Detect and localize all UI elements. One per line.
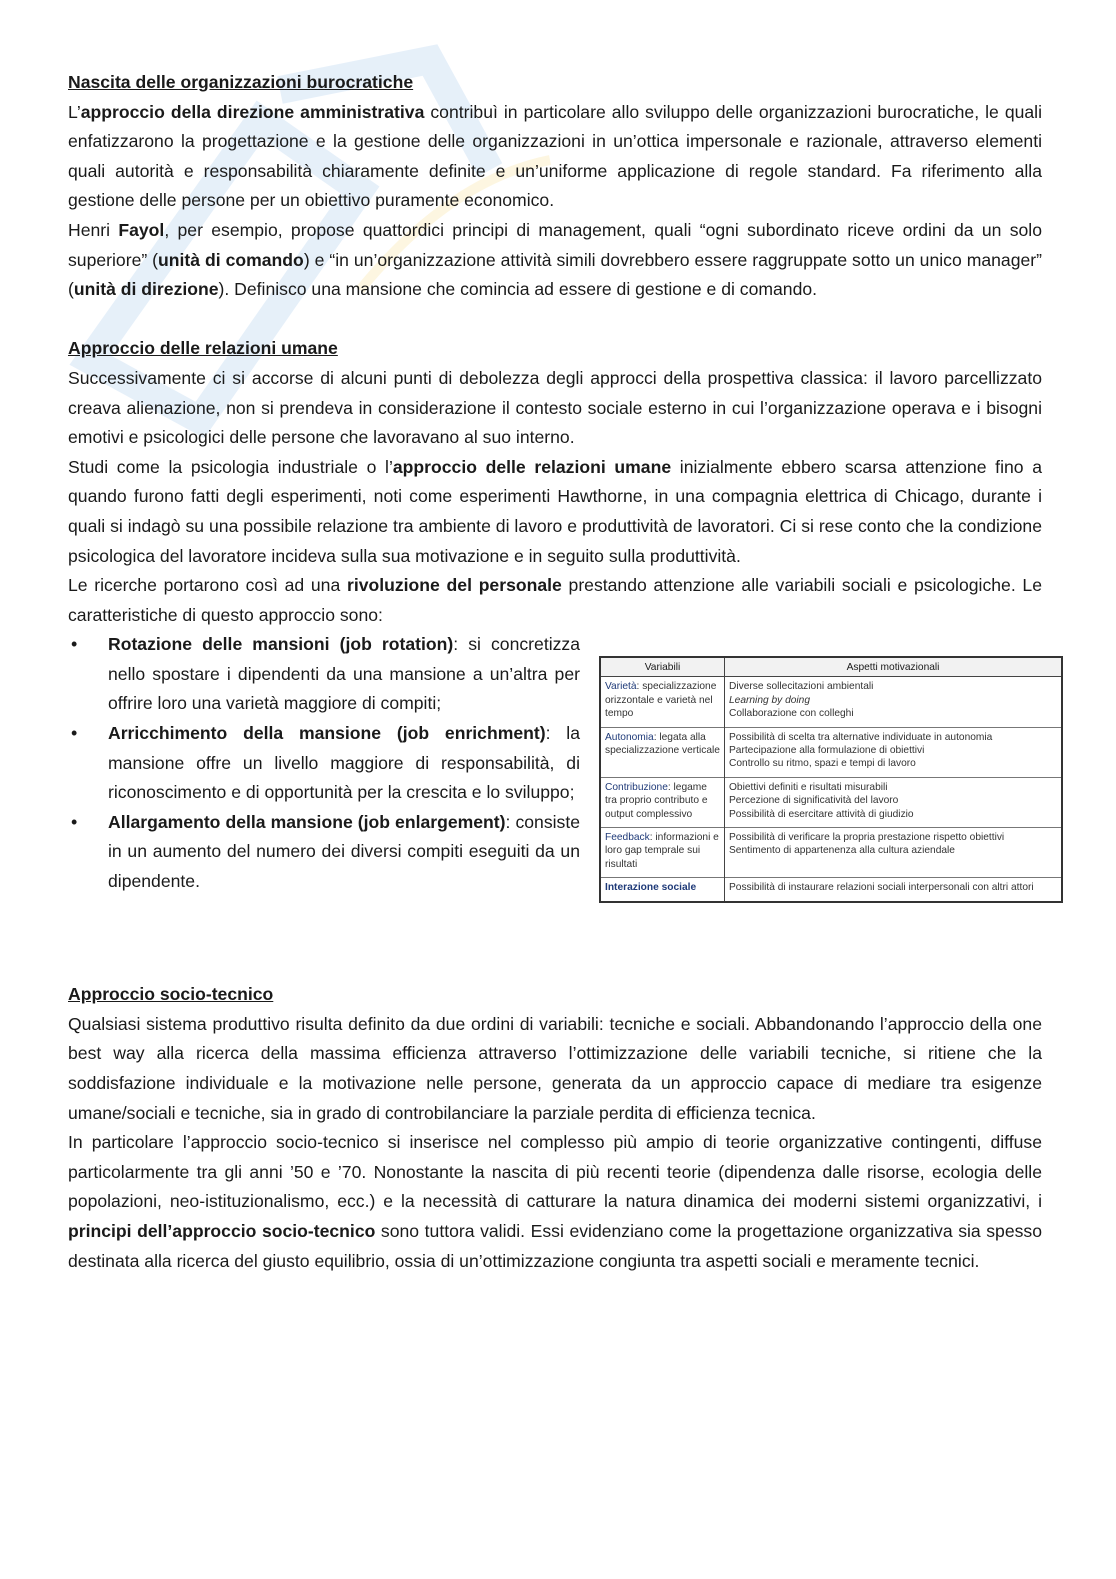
aspect-line: Controllo su ritmo, spazi e tempi di lavoro	[729, 758, 916, 770]
table-row	[600, 677, 1062, 727]
aspect-line: Possibilità di scelta tra alternative individuate in autonomia	[729, 731, 993, 743]
bold-term: unità di comando	[158, 249, 304, 270]
paragraph: Le ricerche portarono così ad una rivoluzione del personale prestando attenzione alle variabili sociali e psicologiche. Le caratteristiche di questo approccio sono:	[68, 575, 1042, 625]
aspects-cell	[725, 878, 1063, 902]
bold-term: rivoluzione del personale	[346, 575, 562, 596]
section-heading-bureaucratic: Nascita delle organizzazioni burocratiche	[68, 72, 414, 92]
bold-term: approccio delle relazioni umane	[392, 456, 672, 477]
aspect-line: Possibilità di esercitare attività di giudizio	[729, 808, 914, 820]
bold-term: unità di direzione	[73, 279, 219, 300]
document-page	[68, 68, 1042, 1276]
table-header-variables: Variabili	[600, 657, 725, 677]
table-row	[600, 878, 1062, 902]
table-row	[600, 777, 1062, 827]
variable-cell	[600, 677, 725, 727]
section-heading-human-relations: Approccio delle relazioni umane	[68, 338, 338, 359]
paragraph: L’approccio della direzione amministrativa contribuì in particolare allo sviluppo delle organizzazioni burocratiche, le quali enfatizzarono la progettazione e la gestione delle organizzazioni in un’ottica impersonale e razionale, attraverso elementi quali autorità e responsabilità chiaramente definite e un’uniforme applicazione di regole standard. Fa riferimento alla gestione delle persone per un obiettivo puramente economico.	[68, 101, 1042, 211]
aspect-line: Possibilità di instaurare relazioni sociali interpersonali con altri attori	[729, 882, 1034, 894]
table-body	[600, 677, 1062, 902]
section-heading-socio-technical: Approccio socio-tecnico	[68, 984, 274, 1005]
aspects-cell	[725, 777, 1063, 827]
aspects-cell	[725, 677, 1063, 727]
paragraph: Henri Fayol, per esempio, propose quattordici principi di management, quali “ogni subordinato riceve ordini da un solo superiore” (unità di comando) e “in un’organizzazione attività simili dovrebbero essere raggruppate sotto un unico manager” (unità di direzione). Definisco una mansione che comincia ad essere di gestione e di comando.	[68, 219, 1042, 300]
aspect-line: Collaborazione con colleghi	[729, 708, 854, 720]
aspect-line: Learning by doing	[729, 694, 810, 706]
aspects-cell	[725, 827, 1063, 877]
paragraph: In particolare l’approccio socio-tecnico si inserisce nel complesso più ampio di teorie organizzative contingenti, diffuse particolarmente tra gli anni ’50 e ’70. Nonostante la nascita di più recenti teorie (dipendenza dalle risorse, ecologia delle popolazioni, neo-istituzionalismo, ecc.) e la necessità di catturare la natura dinamica dei moderni sistemi organizzativi, i principi dell’approccio socio-tecnico sono tuttora validi. Essi evidenziano come la progettazione organizzativa sia spesso destinata alla ricerca del giusto equilibrio, ossia di un’ottimizzazione congiunta tra aspetti sociali e meramente tecnici.	[68, 1132, 1042, 1271]
bullet-item-job-enlargement: • Allargamento della mansione (job enlargement): consiste in un aumento del numero dei diversi compiti eseguiti da un dipendente.	[68, 808, 580, 897]
bold-term: approccio della direzione amministrativa	[80, 101, 425, 122]
variable-label: Varietà	[605, 681, 637, 693]
table-header-aspects: Aspetti motivazionali	[725, 657, 1063, 677]
variable-cell	[600, 827, 725, 877]
variable-label: Contribuzione	[605, 781, 668, 793]
bullet-list	[68, 630, 580, 896]
table-row	[600, 827, 1062, 877]
bold-term: Allargamento della mansione (job enlargement)	[108, 811, 506, 832]
aspects-cell	[725, 727, 1063, 777]
variable-cell	[600, 727, 725, 777]
table-row	[600, 727, 1062, 777]
aspect-line: Partecipazione alla formulazione di obiettivi	[729, 744, 925, 756]
variable-description: : legame tra proprio contributo e output complessivo	[605, 781, 708, 820]
bold-term: Fayol	[118, 219, 165, 240]
motivation-table	[599, 656, 1063, 902]
bold-term: Arricchimento della mansione (job enrichment)	[108, 723, 546, 744]
variable-label: Interazione sociale	[605, 882, 697, 894]
aspect-line: Possibilità di verificare la propria prestazione rispetto obiettivi	[729, 831, 1005, 843]
aspect-line: Obiettivi definiti e risultati misurabili	[729, 781, 888, 793]
bullet-item-job-enrichment: • Arricchimento della mansione (job enrichment): la mansione offre un livello maggiore di responsabilità, di riconoscimento e di opportunità per la crescita e lo sviluppo;	[68, 719, 580, 808]
paragraph: Successivamente ci si accorse di alcuni punti di debolezza degli approcci della prospettiva classica: il lavoro parcellizzato creava alienazione, non si prendeva in considerazione il contesto sociale esterno in cui l’organizzazione operava e i bisogni emotivi e psicologici delle persone che lavoravano al suo interno.	[68, 367, 1042, 448]
aspect-line: Sentimento di appartenenza alla cultura aziendale	[729, 845, 955, 857]
bold-term: principi dell’approccio socio-tecnico	[68, 1221, 376, 1242]
variable-cell	[600, 777, 725, 827]
bullet-item-job-rotation: • Rotazione delle mansioni (job rotation): si concretizza nello spostare i dipendenti da una mansione a un’altra per offrire loro una varietà maggiore di compiti;	[68, 630, 580, 719]
variable-description: : specializzazione orizzontale e varietà nel tempo	[605, 681, 717, 720]
variable-cell	[600, 878, 725, 902]
variable-label: Feedback	[605, 831, 650, 843]
bold-term: Rotazione delle mansioni (job rotation)	[108, 634, 454, 655]
variable-label: Autonomia	[605, 731, 654, 743]
variable-description: : legata alla specializzazione verticale	[605, 731, 720, 756]
paragraph: Studi come la psicologia industriale o l’approccio delle relazioni umane inizialmente ebbero scarsa attenzione fino a quando furono fatti degli esperimenti, noti come esperimenti Hawthorne, in una compagnia elettrica di Chicago, durante i quali si indagò su una possibile relazione tra ambiente di lavoro e produttività de lavoratori. Ci si rese conto che la condizione psicologica del lavoratore incideva sulla sua motivazione e in seguito sulla produttività.	[68, 456, 1042, 566]
paragraph: Qualsiasi sistema produttivo risulta definito da due ordini di variabili: tecniche e sociali. Abbandonando l’approccio della one best way alla ricerca della massima efficienza attraverso l’ottimizzazione delle variabili tecniche, si ritiene che la soddisfazione individuale e la motivazione nelle persone, generata da un approccio capace di mediare tra esigenze umane/sociali e tecniche, sia in grado di controbilanciare la parziale perdita di efficienza tecnica.	[68, 1013, 1042, 1123]
aspect-line: Percezione di significatività del lavoro	[729, 795, 899, 807]
variable-description: : informazioni e loro gap temprale sui risultati	[605, 831, 719, 870]
bullets-and-table	[68, 630, 1042, 956]
aspect-line: Diverse sollecitazioni ambientali	[729, 681, 874, 693]
